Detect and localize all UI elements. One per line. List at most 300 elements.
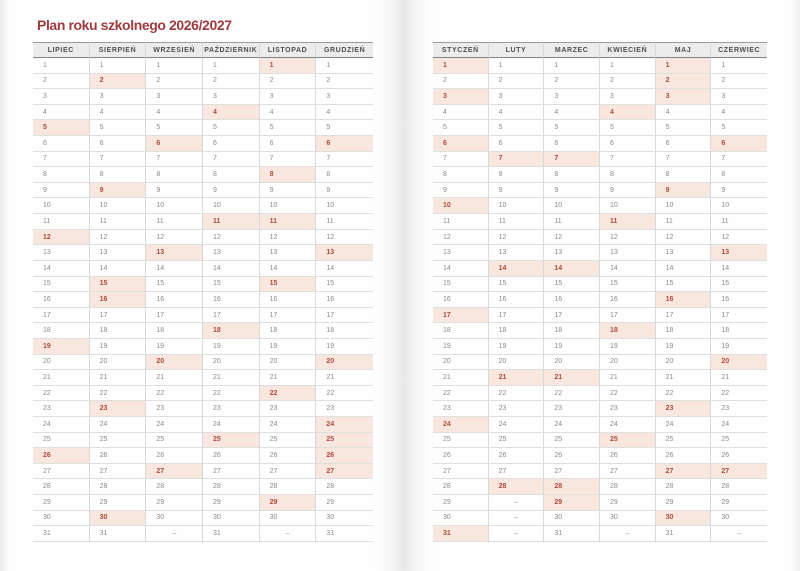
day-cell: 29 [544,495,600,511]
day-cell: 19 [544,339,600,355]
day-cell: 24 [316,417,373,433]
day-cell: 29 [433,495,489,511]
day-cell: 17 [33,308,90,324]
day-cell: 3 [433,89,489,105]
month-header: SIERPIEŃ [90,42,147,58]
day-cell: 26 [600,448,656,464]
day-cell: 17 [711,308,767,324]
day-cell: 18 [544,323,600,339]
empty-day-cell: – [489,511,545,527]
day-cell: 23 [260,401,317,417]
day-cell: 31 [90,526,147,542]
day-cell: 8 [33,167,90,183]
day-cell: 8 [146,167,203,183]
day-cell: 24 [90,417,147,433]
day-cell: 21 [203,370,260,386]
day-cell: 3 [544,89,600,105]
day-cell: 20 [260,355,317,371]
day-cell: 16 [600,292,656,308]
day-cell: 29 [260,495,317,511]
day-cell: 12 [544,230,600,246]
day-cell: 4 [600,105,656,121]
day-cell: 22 [489,386,545,402]
day-cell: 1 [600,58,656,74]
day-cell: 23 [544,401,600,417]
day-cell: 28 [489,479,545,495]
day-cell: 25 [656,433,712,449]
day-cell: 4 [260,105,317,121]
day-cell: 27 [600,464,656,480]
day-cell: 22 [656,386,712,402]
month-header: LISTOPAD [260,42,317,58]
day-cell: 15 [711,277,767,293]
day-cell: 9 [544,183,600,199]
calendar-second-semester [433,42,767,542]
day-cell: 1 [90,58,147,74]
day-cell: 9 [260,183,317,199]
day-cell: 1 [316,58,373,74]
day-cell: 30 [544,511,600,527]
empty-day-cell: – [489,495,545,511]
day-cell: 24 [33,417,90,433]
day-cell: 25 [489,433,545,449]
day-cell: 16 [656,292,712,308]
day-cell: 23 [203,401,260,417]
empty-day-cell: – [146,526,203,542]
day-cell: 26 [656,448,712,464]
day-cell: 13 [711,245,767,261]
day-cell: 5 [260,120,317,136]
day-cell: 8 [90,167,147,183]
day-cell: 5 [433,120,489,136]
day-cell: 31 [203,526,260,542]
day-cell: 4 [316,105,373,121]
day-cell: 14 [544,261,600,277]
day-cell: 14 [33,261,90,277]
day-cell: 20 [600,355,656,371]
day-cell: 12 [316,230,373,246]
day-cell: 10 [316,198,373,214]
day-cell: 15 [260,277,317,293]
day-cell: 16 [489,292,545,308]
day-cell: 16 [316,292,373,308]
page-gutter-shadow [374,0,434,571]
day-cell: 19 [146,339,203,355]
day-cell: 7 [711,152,767,168]
day-cell: 30 [316,511,373,527]
day-cell: 25 [146,433,203,449]
day-cell: 8 [711,167,767,183]
day-cell: 18 [33,323,90,339]
day-cell: 11 [146,214,203,230]
day-cell: 15 [656,277,712,293]
day-cell: 6 [260,136,317,152]
day-cell: 17 [433,308,489,324]
day-cell: 2 [433,74,489,90]
day-cell: 29 [203,495,260,511]
day-cell: 23 [316,401,373,417]
day-cell: 14 [203,261,260,277]
day-cell: 2 [203,74,260,90]
day-cell: 14 [146,261,203,277]
day-cell: 18 [316,323,373,339]
day-cell: 26 [146,448,203,464]
day-cell: 22 [203,386,260,402]
day-cell: 8 [544,167,600,183]
day-cell: 27 [316,464,373,480]
day-cell: 12 [711,230,767,246]
day-cell: 9 [489,183,545,199]
day-cell: 30 [260,511,317,527]
day-cell: 21 [544,370,600,386]
day-cell: 27 [711,464,767,480]
day-cell: 13 [433,245,489,261]
month-header: PAŹDZIERNIK [203,42,260,58]
day-cell: 16 [711,292,767,308]
day-cell: 17 [90,308,147,324]
day-cell: 28 [544,479,600,495]
day-cell: 23 [711,401,767,417]
day-cell: 30 [203,511,260,527]
day-cell: 8 [489,167,545,183]
day-cell: 3 [203,89,260,105]
day-cell: 7 [489,152,545,168]
day-cell: 6 [656,136,712,152]
day-cell: 9 [711,183,767,199]
day-cell: 1 [203,58,260,74]
day-cell: 16 [90,292,147,308]
day-cell: 13 [600,245,656,261]
day-cell: 4 [433,105,489,121]
day-cell: 22 [90,386,147,402]
day-cell: 21 [146,370,203,386]
day-cell: 28 [600,479,656,495]
day-cell: 28 [656,479,712,495]
day-cell: 9 [203,183,260,199]
day-cell: 24 [203,417,260,433]
day-cell: 3 [33,89,90,105]
day-cell: 3 [260,89,317,105]
day-cell: 4 [90,105,147,121]
day-cell: 5 [33,120,90,136]
day-cell: 7 [203,152,260,168]
day-cell: 10 [489,198,545,214]
day-cell: 24 [544,417,600,433]
day-cell: 30 [433,511,489,527]
day-cell: 23 [600,401,656,417]
day-cell: 23 [146,401,203,417]
day-cell: 7 [433,152,489,168]
day-cell: 21 [711,370,767,386]
day-cell: 30 [600,511,656,527]
day-cell: 20 [433,355,489,371]
month-header: GRUDZIEŃ [316,42,373,58]
day-cell: 3 [489,89,545,105]
day-cell: 20 [316,355,373,371]
day-cell: 29 [316,495,373,511]
day-cell: 30 [711,511,767,527]
day-cell: 7 [600,152,656,168]
day-cell: 14 [656,261,712,277]
day-cell: 1 [33,58,90,74]
day-cell: 26 [489,448,545,464]
empty-day-cell: – [489,526,545,542]
day-cell: 2 [90,74,147,90]
day-cell: 12 [33,230,90,246]
day-cell: 30 [656,511,712,527]
day-cell: 19 [203,339,260,355]
day-cell: 19 [600,339,656,355]
day-cell: 10 [33,198,90,214]
day-cell: 11 [90,214,147,230]
day-cell: 17 [146,308,203,324]
day-cell: 18 [433,323,489,339]
day-cell: 12 [146,230,203,246]
day-cell: 15 [433,277,489,293]
day-cell: 17 [600,308,656,324]
day-cell: 27 [544,464,600,480]
day-cell: 8 [203,167,260,183]
day-cell: 25 [33,433,90,449]
day-cell: 4 [489,105,545,121]
day-cell: 25 [711,433,767,449]
day-cell: 4 [33,105,90,121]
day-cell: 5 [146,120,203,136]
day-cell: 5 [600,120,656,136]
day-cell: 14 [711,261,767,277]
day-cell: 2 [711,74,767,90]
day-cell: 10 [90,198,147,214]
day-cell: 27 [33,464,90,480]
day-cell: 5 [489,120,545,136]
day-cell: 4 [711,105,767,121]
day-cell: 14 [600,261,656,277]
month-header: KWIECIEŃ [600,42,656,58]
day-cell: 13 [146,245,203,261]
day-cell: 11 [600,214,656,230]
day-cell: 31 [316,526,373,542]
day-cell: 17 [489,308,545,324]
day-cell: 1 [260,58,317,74]
day-cell: 1 [146,58,203,74]
day-cell: 18 [489,323,545,339]
day-cell: 26 [316,448,373,464]
day-cell: 24 [489,417,545,433]
day-cell: 2 [316,74,373,90]
day-cell: 4 [656,105,712,121]
day-cell: 12 [489,230,545,246]
day-cell: 9 [656,183,712,199]
day-cell: 13 [33,245,90,261]
day-cell: 17 [260,308,317,324]
day-cell: 19 [433,339,489,355]
day-cell: 27 [433,464,489,480]
day-cell: 19 [33,339,90,355]
day-cell: 12 [203,230,260,246]
day-cell: 11 [203,214,260,230]
day-cell: 21 [489,370,545,386]
day-cell: 3 [316,89,373,105]
calendar-first-semester [33,42,373,542]
day-cell: 1 [544,58,600,74]
day-cell: 25 [433,433,489,449]
day-cell: 16 [33,292,90,308]
day-cell: 21 [90,370,147,386]
day-cell: 21 [600,370,656,386]
empty-day-cell: – [600,526,656,542]
day-cell: 14 [260,261,317,277]
day-cell: 28 [90,479,147,495]
day-cell: 3 [600,89,656,105]
day-cell: 2 [489,74,545,90]
day-cell: 22 [33,386,90,402]
day-cell: 30 [90,511,147,527]
day-cell: 6 [33,136,90,152]
day-cell: 18 [260,323,317,339]
day-cell: 2 [260,74,317,90]
day-cell: 21 [656,370,712,386]
day-cell: 22 [433,386,489,402]
day-cell: 13 [316,245,373,261]
day-cell: 13 [489,245,545,261]
day-cell: 3 [146,89,203,105]
day-cell: 10 [544,198,600,214]
day-cell: 15 [316,277,373,293]
day-cell: 31 [433,526,489,542]
empty-day-cell: – [260,526,317,542]
day-cell: 19 [489,339,545,355]
day-cell: 18 [600,323,656,339]
day-cell: 10 [656,198,712,214]
day-cell: 16 [260,292,317,308]
day-cell: 29 [33,495,90,511]
day-cell: 28 [203,479,260,495]
day-cell: 9 [146,183,203,199]
day-cell: 24 [260,417,317,433]
day-cell: 11 [260,214,317,230]
day-cell: 12 [600,230,656,246]
day-cell: 15 [544,277,600,293]
day-cell: 20 [656,355,712,371]
day-cell: 21 [433,370,489,386]
day-cell: 10 [711,198,767,214]
day-cell: 10 [146,198,203,214]
day-cell: 18 [146,323,203,339]
day-cell: 17 [544,308,600,324]
day-cell: 6 [711,136,767,152]
day-cell: 6 [433,136,489,152]
day-cell: 25 [203,433,260,449]
day-cell: 9 [316,183,373,199]
day-cell: 23 [33,401,90,417]
day-cell: 19 [711,339,767,355]
day-cell: 15 [203,277,260,293]
day-cell: 18 [711,323,767,339]
month-header: WRZESIEŃ [146,42,203,58]
day-cell: 23 [433,401,489,417]
day-cell: 8 [433,167,489,183]
month-header: STYCZEŃ [433,42,489,58]
day-cell: 23 [656,401,712,417]
day-cell: 16 [433,292,489,308]
day-cell: 6 [203,136,260,152]
day-cell: 4 [146,105,203,121]
day-cell: 10 [600,198,656,214]
day-cell: 24 [600,417,656,433]
day-cell: 8 [656,167,712,183]
day-cell: 17 [656,308,712,324]
day-cell: 12 [656,230,712,246]
day-cell: 27 [203,464,260,480]
day-cell: 11 [489,214,545,230]
day-cell: 30 [146,511,203,527]
day-cell: 27 [656,464,712,480]
day-cell: 20 [33,355,90,371]
day-cell: 8 [600,167,656,183]
day-cell: 26 [711,448,767,464]
day-cell: 7 [90,152,147,168]
day-cell: 25 [544,433,600,449]
day-cell: 19 [316,339,373,355]
day-cell: 24 [656,417,712,433]
month-header: LIPIEC [33,42,90,58]
day-cell: 12 [260,230,317,246]
day-cell: 20 [711,355,767,371]
day-cell: 21 [316,370,373,386]
day-cell: 16 [544,292,600,308]
day-cell: 3 [711,89,767,105]
day-cell: 2 [146,74,203,90]
day-cell: 20 [544,355,600,371]
day-cell: 20 [203,355,260,371]
day-cell: 9 [90,183,147,199]
day-cell: 31 [656,526,712,542]
day-cell: 11 [711,214,767,230]
day-cell: 21 [260,370,317,386]
day-cell: 19 [656,339,712,355]
day-cell: 22 [146,386,203,402]
day-cell: 14 [90,261,147,277]
day-cell: 2 [33,74,90,90]
day-cell: 20 [489,355,545,371]
day-cell: 5 [656,120,712,136]
day-cell: 12 [90,230,147,246]
day-cell: 1 [711,58,767,74]
day-cell: 19 [260,339,317,355]
day-cell: 24 [433,417,489,433]
day-cell: 26 [260,448,317,464]
day-cell: 2 [656,74,712,90]
day-cell: 5 [203,120,260,136]
day-cell: 29 [90,495,147,511]
day-cell: 12 [433,230,489,246]
day-cell: 26 [90,448,147,464]
day-cell: 29 [146,495,203,511]
day-cell: 2 [544,74,600,90]
day-cell: 8 [260,167,317,183]
day-cell: 26 [33,448,90,464]
day-cell: 22 [316,386,373,402]
day-cell: 1 [489,58,545,74]
day-cell: 11 [656,214,712,230]
day-cell: 10 [203,198,260,214]
day-cell: 13 [203,245,260,261]
day-cell: 28 [260,479,317,495]
day-cell: 14 [433,261,489,277]
day-cell: 25 [260,433,317,449]
day-cell: 28 [316,479,373,495]
day-cell: 24 [711,417,767,433]
